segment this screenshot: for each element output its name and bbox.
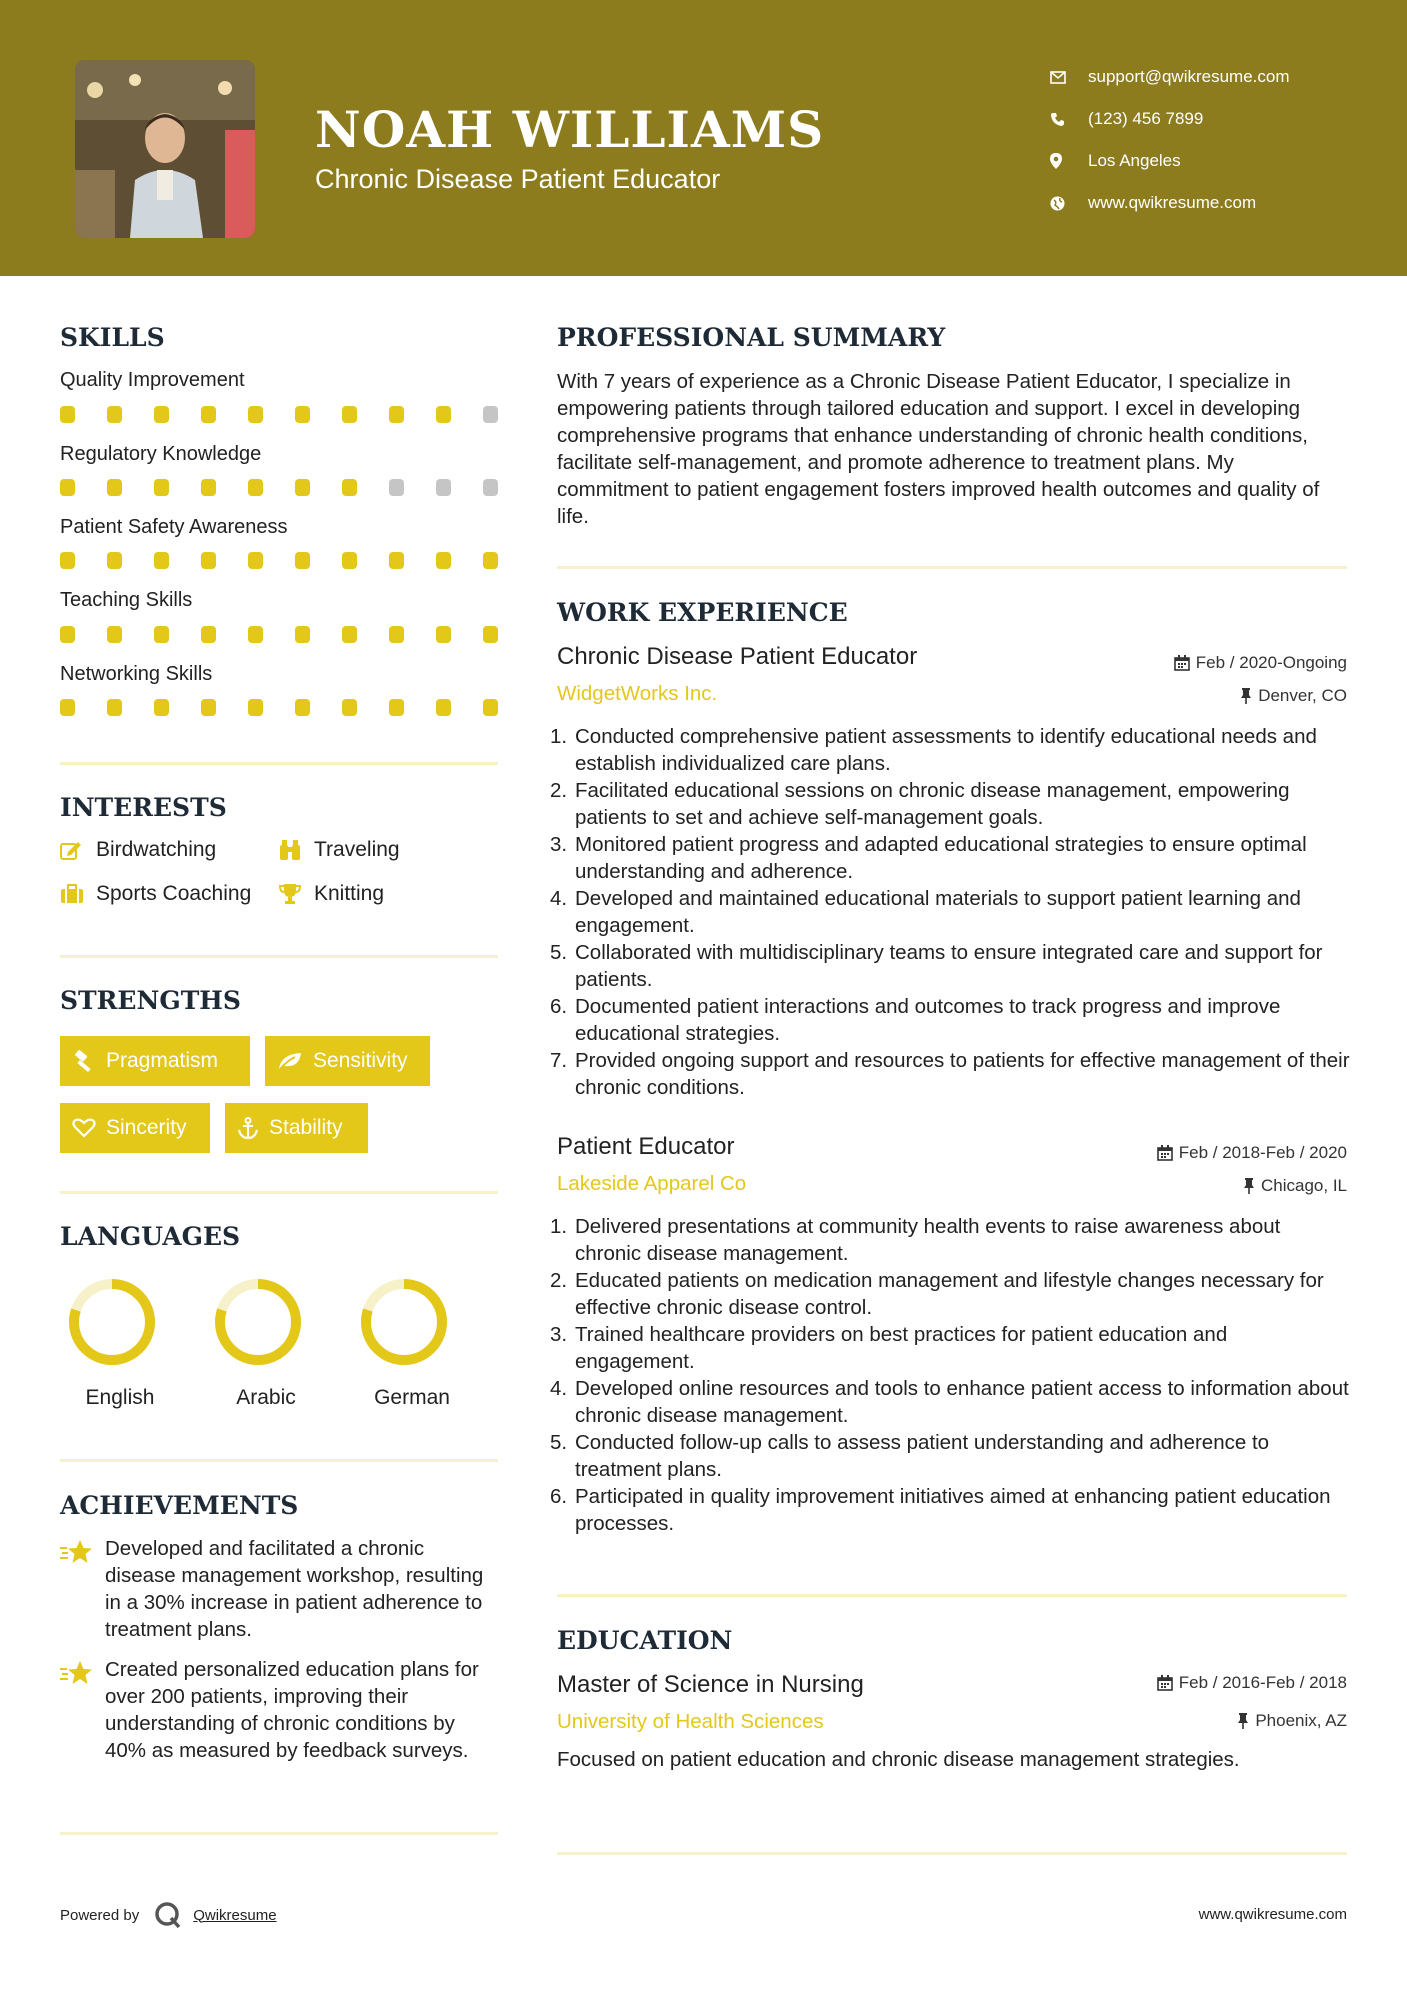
footer-site-link[interactable]: www.qwikresume.com <box>1198 1906 1347 1923</box>
candidate-title: Chronic Disease Patient Educator <box>315 164 721 194</box>
star-icon <box>60 1656 105 1764</box>
rating-dot-filled <box>248 552 263 569</box>
skill-rating <box>60 552 498 569</box>
calendar-icon <box>1174 655 1190 671</box>
company-name: Lakeside Apparel Co <box>557 1172 747 1195</box>
star-icon <box>60 1535 105 1643</box>
education-dates-text: Feb / 2016-Feb / 2018 <box>1178 1673 1347 1692</box>
rating-dot-filled <box>107 699 122 716</box>
rating-dot-filled <box>201 699 216 716</box>
section-divider <box>557 1594 1347 1597</box>
rating-dot-filled <box>295 479 310 496</box>
job-bullet: 2. Facilitated educational sessions on chronic disease management, empowering patients to set and achieve self-management goals. <box>550 779 1290 829</box>
section-divider <box>60 1191 498 1194</box>
rating-dot-empty <box>483 406 498 423</box>
job-location-text: Chicago, IL <box>1261 1176 1347 1195</box>
education-description: Focused on patient education and chronic disease management strategies. <box>557 1748 1240 1771</box>
rating-dot-filled <box>107 479 122 496</box>
rating-dot-filled <box>60 699 75 716</box>
rating-dot-filled <box>342 479 357 496</box>
interest-item <box>278 838 400 862</box>
skill-name: Teaching Skills <box>60 589 193 611</box>
rating-dot-filled <box>483 626 498 643</box>
company-name: WidgetWorks Inc. <box>557 682 718 705</box>
job-location <box>1243 1176 1347 1196</box>
rating-dot-filled <box>201 552 216 569</box>
interest-label: Sports Coaching <box>96 882 252 905</box>
job-dates-text: Feb / 2020-Ongoing <box>1195 653 1347 672</box>
rating-dot-filled <box>295 699 310 716</box>
education-dates <box>1157 1673 1347 1693</box>
achievement-text: Created personalized education plans for over 200 patients, improving their understanding of chronic conditions by 40% as measured by feedback surveys. <box>105 1658 479 1762</box>
rating-dot-filled <box>295 552 310 569</box>
job-bullet: 2. Educated patients on medication management and lifestyle changes necessary for effective chronic disease control. <box>550 1269 1324 1319</box>
job-bullet: 3. Monitored patient progress and adapted educational strategies to ensure optimal understanding and adherence. <box>550 833 1307 883</box>
job-bullet: 6. Participated in quality improvement initiatives aimed at enhancing patient education processes. <box>550 1485 1331 1535</box>
interest-item <box>60 882 251 906</box>
job-bullet: 3. Trained healthcare providers on best practices for patient education and engagement. <box>550 1323 1228 1373</box>
calendar-icon <box>1157 1675 1173 1691</box>
rating-dot-filled <box>60 626 75 643</box>
calendar-icon <box>1157 1145 1173 1161</box>
strengths-heading: STRENGTHS <box>60 986 241 1015</box>
job-location-text: Denver, CO <box>1258 686 1347 705</box>
pushpin-icon <box>1243 1178 1255 1194</box>
rating-dot-filled <box>436 626 451 643</box>
briefcase-icon <box>60 884 96 904</box>
achievement-text: Developed and facilitated a chronic disease management workshop, resulting in a 30% increase in patient adherence to treatment plans. <box>105 1537 484 1641</box>
gavel-icon <box>72 1050 96 1072</box>
job-title: Patient Educator <box>557 1133 735 1160</box>
skill-rating <box>60 626 498 643</box>
rating-dot-empty <box>436 479 451 496</box>
achievement-item <box>60 1656 500 1764</box>
school-name: University of Health Sciences <box>557 1710 824 1733</box>
rating-dot-filled <box>201 626 216 643</box>
globe-icon <box>1050 196 1088 211</box>
job-bullets <box>550 1213 1350 1537</box>
qwikresume-logo-icon <box>153 1900 183 1930</box>
job-dates <box>1157 1143 1347 1163</box>
job-bullet: 1. Delivered presentations at community health events to raise awareness about chronic disease management. <box>550 1215 1281 1265</box>
degree-title: Master of Science in Nursing <box>557 1671 864 1698</box>
job-dates <box>1174 653 1347 673</box>
rating-dot-filled <box>201 479 216 496</box>
strength-chip <box>60 1103 210 1153</box>
rating-dot-filled <box>154 626 169 643</box>
map-pin-icon <box>1050 153 1088 169</box>
job-title: Chronic Disease Patient Educator <box>557 643 918 670</box>
rating-dot-filled <box>154 479 169 496</box>
contact-website-text: www.qwikresume.com <box>1088 193 1257 212</box>
envelope-icon <box>1050 71 1088 84</box>
rating-dot-filled <box>248 626 263 643</box>
language-meter <box>212 1276 304 1368</box>
rating-dot-filled <box>154 552 169 569</box>
rating-dot-empty <box>389 479 404 496</box>
job-dates-text: Feb / 2018-Feb / 2020 <box>1178 1143 1347 1162</box>
binoculars-icon <box>278 839 314 861</box>
skills-heading: SKILLS <box>60 323 165 352</box>
rating-dot-filled <box>436 406 451 423</box>
job-bullet: 5. Conducted follow-up calls to assess patient understanding and adherence to treatment plans. <box>550 1431 1270 1481</box>
rating-dot-filled <box>60 552 75 569</box>
rating-dot-filled <box>107 626 122 643</box>
contact-email[interactable] <box>1050 56 1290 98</box>
education-heading: EDUCATION <box>557 1626 733 1655</box>
rating-dot-filled <box>107 552 122 569</box>
skill-rating <box>60 406 498 423</box>
skill-rating <box>60 699 498 716</box>
pushpin-icon <box>1237 1713 1249 1729</box>
skill-name: Patient Safety Awareness <box>60 516 288 538</box>
language-meter <box>66 1276 158 1368</box>
rating-dot-filled <box>342 552 357 569</box>
skill-name: Quality Improvement <box>60 369 245 391</box>
contact-list <box>1050 56 1290 224</box>
strength-label: Sensitivity <box>313 1049 408 1072</box>
interest-label: Knitting <box>314 882 385 905</box>
experience-heading: WORK EXPERIENCE <box>557 598 848 627</box>
rating-dot-filled <box>201 406 216 423</box>
footer-powered-by <box>60 1900 277 1930</box>
profile-photo <box>75 60 255 238</box>
trophy-icon <box>278 883 314 905</box>
strength-chip <box>60 1036 250 1086</box>
skill-name: Networking Skills <box>60 663 213 685</box>
rating-dot-filled <box>389 406 404 423</box>
resume-header <box>0 0 1407 276</box>
strength-label: Sincerity <box>106 1116 187 1139</box>
rating-dot-filled <box>248 699 263 716</box>
pushpin-icon <box>1240 688 1252 704</box>
rating-dot-filled <box>436 699 451 716</box>
interest-item <box>278 882 384 906</box>
language-label: English <box>85 1386 155 1409</box>
language-meter <box>358 1276 450 1368</box>
rating-dot-filled <box>342 626 357 643</box>
contact-location-text: Los Angeles <box>1088 151 1181 170</box>
candidate-name: NOAH WILLIAMS <box>315 100 825 159</box>
section-divider <box>60 762 498 765</box>
job-bullet: 7. Provided ongoing support and resources to patients for effective management of their chronic conditions. <box>550 1049 1350 1099</box>
language-label: German <box>374 1386 450 1409</box>
rating-dot-filled <box>154 406 169 423</box>
rating-dot-filled <box>389 552 404 569</box>
job-bullet: 5. Collaborated with multidisciplinary teams to ensure integrated care and support for patients. <box>550 941 1323 991</box>
achievements-heading: ACHIEVEMENTS <box>60 1491 299 1520</box>
strength-label: Stability <box>269 1116 343 1139</box>
section-divider <box>557 566 1347 569</box>
job-bullets <box>550 723 1350 1101</box>
rating-dot-filled <box>60 479 75 496</box>
rating-dot-filled <box>248 479 263 496</box>
rating-dot-filled <box>60 406 75 423</box>
contact-phone-text: (123) 456 7899 <box>1088 109 1204 128</box>
section-divider <box>557 1852 1347 1855</box>
contact-email-text: support@qwikresume.com <box>1088 67 1290 86</box>
contact-website[interactable] <box>1050 182 1290 224</box>
summary-text: With 7 years of experience as a Chronic Disease Patient Educator, I specialize in empowering patients through tailored education and support. I excel in developing comprehensive programs that enhance understanding of chronic health conditions, facilitate self-management, and promote adherence to treatment plans. My commitment to patient engagement fosters improved health outcomes and quality of life. <box>557 370 1320 528</box>
rating-dot-filled <box>483 699 498 716</box>
job-bullet: 4. Developed and maintained educational materials to support patient learning and engagement. <box>550 887 1301 937</box>
section-divider <box>60 1832 498 1835</box>
strength-chip <box>225 1103 368 1153</box>
strength-label: Pragmatism <box>106 1049 219 1072</box>
education-location-text: Phoenix, AZ <box>1255 1711 1347 1730</box>
brand-link[interactable]: Qwikresume <box>193 1906 277 1924</box>
rating-dot-filled <box>107 406 122 423</box>
powered-by-text: Powered by <box>60 1906 140 1924</box>
interest-item <box>60 838 216 862</box>
pencil-square-icon <box>60 840 96 860</box>
contact-location <box>1050 140 1290 182</box>
interests-heading: INTERESTS <box>60 793 227 822</box>
rating-dot-filled <box>295 626 310 643</box>
section-divider <box>60 955 498 958</box>
job-location <box>1240 686 1347 706</box>
job-bullet: 6. Documented patient interactions and outcomes to track progress and improve educational strategies. <box>550 995 1281 1045</box>
rating-dot-filled <box>154 699 169 716</box>
rating-dot-filled <box>342 406 357 423</box>
rating-dot-filled <box>295 406 310 423</box>
rating-dot-filled <box>248 406 263 423</box>
skill-rating <box>60 479 498 496</box>
heart-icon <box>72 1118 96 1138</box>
interest-label: Birdwatching <box>96 838 217 861</box>
rating-dot-filled <box>483 552 498 569</box>
rating-dot-filled <box>342 699 357 716</box>
phone-icon <box>1050 112 1088 127</box>
rating-dot-filled <box>389 699 404 716</box>
language-label: Arabic <box>236 1386 296 1409</box>
languages-heading: LANGUAGES <box>60 1222 241 1251</box>
section-divider <box>60 1459 498 1462</box>
job-bullet: 4. Developed online resources and tools to enhance patient access to information about chronic disease management. <box>550 1377 1349 1427</box>
job-bullet: 1. Conducted comprehensive patient assessments to identify educational needs and establish individualized care plans. <box>550 725 1317 775</box>
rating-dot-empty <box>483 479 498 496</box>
interest-label: Traveling <box>314 838 400 861</box>
education-location <box>1237 1711 1347 1731</box>
anchor-icon <box>237 1117 259 1139</box>
rating-dot-filled <box>436 552 451 569</box>
strength-chip <box>265 1036 430 1086</box>
rating-dot-filled <box>389 626 404 643</box>
contact-phone[interactable] <box>1050 98 1290 140</box>
achievement-item <box>60 1535 500 1643</box>
skill-name: Regulatory Knowledge <box>60 443 262 465</box>
leaf-icon <box>277 1051 303 1071</box>
summary-heading: PROFESSIONAL SUMMARY <box>557 323 946 352</box>
